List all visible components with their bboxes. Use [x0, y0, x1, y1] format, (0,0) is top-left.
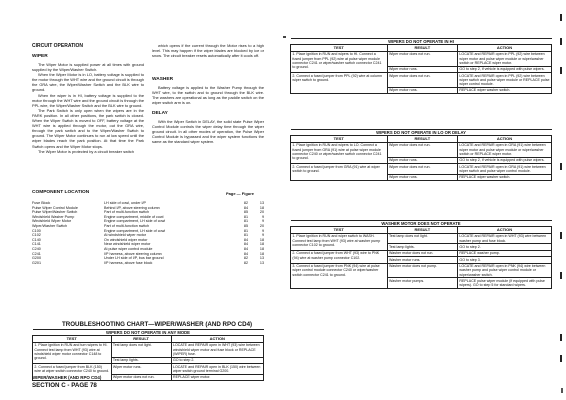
edge-mark — [560, 14, 562, 21]
component-list — [32, 201, 264, 265]
component-page: 85 — [243, 210, 248, 215]
column-header-test: TEST — [33, 336, 112, 342]
action-cell: LOCATE and REPAIR open in PPL (92) wire between wiper switch and pulse wiper module or REPLACE pulse wiper control module. — [459, 73, 550, 86]
component-figure: 9 — [261, 219, 264, 224]
component-name: C100 — [32, 228, 41, 233]
test-cell: 1. Place ignition in RUN and wiper switch to WASH. Connect test lamp from WHT (93) wire at washer pump connector C102 to ground. — [291, 233, 388, 250]
component-page: 84 — [243, 205, 248, 210]
component-figure: 18 — [259, 242, 264, 247]
action-cell: GO to step 2, if vehicle is equipped with pulse wipers. — [458, 66, 552, 72]
component-page: 84 — [243, 246, 248, 251]
edge-mark — [561, 388, 563, 393]
test-cell: 1. Place ignition in RUN and turn wipers to HI. Connect test lamp from WHT (93) wire at windshield wiper motor connector C148 to ground. — [33, 342, 112, 363]
component-location: On windshield wiper motor — [104, 237, 148, 242]
edge-mark — [560, 232, 562, 239]
column-header-test: TEST — [291, 45, 388, 51]
component-location: At windshield wiper motor — [104, 233, 147, 238]
component-figure: 9 — [261, 233, 264, 238]
component-figure: 13 — [259, 201, 264, 205]
component-row — [32, 261, 264, 266]
result-cell: Test lamp does not light. — [111, 342, 171, 357]
delay-heading: DELAY — [152, 111, 168, 116]
wiper-heading: WIPER — [32, 54, 48, 59]
action-cell: REPLACE wiper washer switch. — [458, 87, 552, 93]
result-cell: Washer motor does not pump. — [387, 263, 457, 278]
component-name: G200 — [32, 256, 42, 261]
wiper-para-1: The Wiper Motor is supplied power at all times with ground supplied by the Wiper/Washer Switch. — [32, 62, 144, 73]
column-header-action: ACTION — [458, 45, 552, 51]
footer-title: WIPER/WASHER (AND RPO CD4) — [32, 375, 102, 380]
component-location: Engine compartment, LH side of cowl — [104, 219, 166, 224]
component-location: I/P harness, above fuse block — [104, 260, 153, 265]
action-cell: GO to step 2. — [458, 244, 552, 250]
test-cell: 2. Connect a fused jumper from BLK (150) wire at wiper switch connector C240 to ground. — [33, 363, 112, 380]
column-header-action: ACTION — [458, 227, 552, 233]
test-cell: 1. Place ignition in RUN and wipers to HI. Connect a fused jumper from PPL (92) wire at pulse wiper module connector C241 or wiper/washer switch connector C241 to ground. — [291, 51, 388, 72]
edge-mark — [560, 38, 562, 45]
action-cell: LOCATE and REPAIR open in WHT (93) wire between washer pump and fuse block. — [458, 233, 552, 244]
test-cell: 2. Connect a fused jumper from PPL (92) wire at column wiper switch to ground. — [291, 72, 388, 93]
test-cell: 2. Connect a fused jumper from WHT (93) wire to PNK (94) wire at washer pump connector C102. — [291, 250, 388, 263]
test-cell: 1. Place ignition in RUN and wipers to LO. Connect a fused jumper from GRA (91) wire at pulse wiper module connector C240 or wiper/washer switch connector C241 to ground. — [291, 142, 388, 163]
component-figure: 20 — [259, 210, 264, 215]
component-name: Pulse Wiper Control Module — [32, 205, 78, 210]
component-location: Part of multi-function switch — [104, 223, 150, 228]
action-cell: REPLACE wiper motor. — [171, 374, 263, 380]
table-caption: WIPERS DO NOT OPERATE IN ANY MODE — [33, 330, 264, 336]
test-cell: 3. Connect a fused jumper from PNK (94) wire at pulse wiper control module connector C240 or wiper/washer switch connector C241 to ground. — [291, 263, 388, 288]
action-cell: GO to step 3. — [458, 257, 552, 263]
table-lo-delay — [290, 129, 552, 181]
action-cell: LOCATE and REPAIR open in BLK (150) wire between wiper switch ground terminal G200. — [171, 363, 263, 374]
result-cell: Wiper motor runs. — [387, 174, 457, 180]
column-header-result: RESULT — [111, 336, 171, 342]
component-name: C102 — [32, 233, 41, 238]
edge-mark — [560, 163, 562, 170]
column-header-test: TEST — [291, 227, 388, 233]
component-name: C140 — [32, 237, 41, 242]
edge-mark — [560, 67, 562, 74]
action-cell: GO to step 2. — [171, 357, 263, 363]
component-name: C141 — [32, 242, 41, 247]
result-cell: Washer motor runs. — [387, 257, 457, 263]
wiper-para-3: When the wiper is in HI, battery voltage is supplied to the motor through the WHT wire and the ground circuit is through the PPL wire, the Wiper/Washer Switch and the BLK wire to ground. — [32, 92, 144, 108]
component-name: G201 — [32, 260, 42, 265]
result-cell: Washer motor does not run. — [387, 250, 457, 256]
delay-paragraph: With the Wiper Switch in DELAY, the solid state Pulse Wiper Control Module controls the wiper delay time through the wiper ground circuit. In all other modes of operation, the Pulse Wiper Control Module is bypassed and the wiper system functions the same as the standard wiper system. — [152, 119, 264, 145]
component-page: 81 — [243, 219, 248, 224]
page-figure-heading: Page — Figure — [226, 191, 255, 196]
result-cell: Wiper motor does not run. — [387, 163, 457, 174]
component-figure: 13 — [259, 256, 264, 261]
table-caption: WIPERS DO NOT OPERATE IN HI — [291, 39, 552, 45]
footer-page: SECTION C - PAGE 78 — [32, 382, 97, 389]
washer-paragraph: Battery voltage is applied to the Washer Pump through the WHT wire, to the switch and to ground through the BLK wire. The washers are operational as long as the paddle switch on the wiper switch arm is on. — [152, 85, 264, 106]
action-cell: REPLACE pulse wiper module (if equipped with pulse wipers). GO to step 5 for standard wipers. — [458, 278, 552, 289]
table-row — [33, 342, 264, 357]
table-row — [33, 363, 264, 374]
table-row — [291, 72, 552, 87]
component-page: 81 — [243, 228, 248, 233]
table-row — [291, 263, 552, 278]
component-figure: 9 — [261, 228, 264, 233]
wiper-paragraphs — [32, 62, 144, 154]
result-cell: Wiper motor does not run. — [387, 142, 457, 157]
result-cell: Wiper motor runs. — [111, 363, 171, 374]
column-header-result: RESULT — [387, 136, 457, 142]
test-cell: 2. Connect a fused jumper from GRA (91) wire at wiper switch to ground. — [291, 163, 388, 180]
component-figure: 18 — [259, 246, 264, 251]
action-cell: LOCATE and REPAIR open in PNK (94) wire between washer pump and pulse wiper control module or wiper/washer switch. — [458, 263, 552, 278]
wiper-para-5: The Wiper Motor is protected by a circuit breaker switch — [38, 148, 135, 154]
component-page: 82 — [243, 256, 248, 261]
component-location: At pulse wiper control module — [104, 246, 153, 251]
breaker-paragraph: which opens if the current through the Motor rises to a high level. This may happen if the wiper blades are blocked by ice or snow. The circuit breaker resets automatically after it cools off. — [152, 43, 264, 59]
wiper-para-4: The Park Switch is only open when the wipers are in the PARK position. In all other positions, the park switch is closed. When the Wiper Switch is moved to OFF, battery voltage at the WHT wire is applied through the motor, out the GRA wire, through the park switch and to the Wiper/Washer Switch to ground. The Wiper Motor continues to run at low speed until the wiper blades reach the park position. At that time the Park Switch opens and the Wiper Motor stops. — [32, 107, 144, 149]
action-cell: LOCATE and REPAIR open in PPL (92) wire between wiper motor and pulse wiper module or wiper/washer switch or REPLACE wiper motor. — [458, 51, 552, 66]
component-page: 85 — [243, 223, 248, 228]
table-caption: WASHER MOTOR DOES NOT OPERATE — [291, 221, 552, 227]
component-name: C241 — [32, 251, 41, 256]
component-location-heading: COMPONENT LOCATION — [32, 190, 90, 195]
table-any-mode — [32, 329, 264, 381]
component-name: Wiper/Washer Switch — [32, 223, 68, 228]
wiper-para-2: When the Wiper Motor is in LO, battery voltage is supplied to the motor through the WHT wire and the ground circuit is through the GRA wire, the Wiper/Washer Switch and the BLK wire to ground. — [32, 72, 144, 93]
table-row — [291, 142, 552, 157]
table-in-hi — [290, 38, 552, 94]
component-name: Pulse Wiper/Washer Switch — [32, 210, 78, 215]
troubleshooting-title: TROUBLESHOOTING CHART—WIPER/WASHER (AND RPO CD4) — [62, 321, 253, 328]
edge-mark — [560, 334, 562, 341]
column-header-action: ACTION — [171, 336, 263, 342]
component-page: 84 — [243, 242, 248, 247]
edge-mark — [560, 355, 562, 362]
result-cell: Wiper motor runs. — [387, 87, 457, 93]
component-figure: 9 — [261, 214, 264, 219]
result-cell: Test lamp lights. — [111, 357, 171, 363]
action-cell: REPLACE washer pump. — [458, 250, 552, 256]
component-page: 81 — [243, 214, 248, 219]
component-figure: 18 — [259, 205, 264, 210]
component-location: Engine compartment, LH side of cowl — [104, 228, 166, 233]
component-name: Windshield Washer Pump — [32, 214, 75, 219]
registration-mark — [283, 36, 286, 38]
section-heading: CIRCUIT OPERATION — [32, 43, 84, 49]
component-page: 81 — [243, 233, 248, 238]
action-cell: LOCATE and REPAIR open in WHT (93) wire between windshield wiper motor and fuse block or REPLACE (WIPER) fuse. — [171, 342, 263, 357]
table-caption: WIPERS DO NOT OPERATE IN LO OR DELAY — [291, 130, 552, 136]
result-cell: Test lamp does not light. — [387, 233, 457, 244]
result-cell: Wiper motor does not run. — [387, 51, 457, 66]
component-figure: 13 — [259, 260, 264, 265]
component-location: Part of multi-function switch — [104, 210, 150, 215]
column-header-action: ACTION — [458, 136, 552, 142]
result-cell: Washer motor pumps. — [387, 278, 457, 289]
component-name: Fuse Block — [32, 201, 51, 205]
table-washer — [290, 220, 552, 289]
component-figure: 18 — [259, 237, 264, 242]
action-cell: LOCATE and REPAIR open in GRA (91) wire between wiper motor and pulse wiper module or wiper/washer switch or REPLACE wiper motor. — [458, 142, 552, 157]
action-cell: GO to step 2, if vehicle is equipped with pulse wipers. — [458, 157, 552, 163]
result-cell: Wiper motor runs. — [387, 157, 457, 163]
result-cell: Test lamp lights. — [387, 244, 457, 250]
result-cell: Wiper motor does not run. — [387, 72, 457, 87]
table-row — [291, 51, 552, 66]
table-row — [291, 233, 552, 244]
component-page: 84 — [243, 251, 248, 256]
component-page: 84 — [243, 237, 248, 242]
result-cell: Wiper motor does not run. — [111, 374, 171, 380]
action-cell: REPLACE wiper washer switch. — [458, 174, 552, 180]
column-header-result: RESULT — [387, 227, 457, 233]
column-header-test: TEST — [291, 136, 388, 142]
result-cell: Wiper motor runs. — [387, 66, 457, 72]
component-name: Windshield Wiper Motor — [32, 219, 72, 224]
component-location: I/P harness, above steering column — [104, 251, 162, 256]
table-row — [291, 163, 552, 174]
component-location: Under LH side of I/P, bus bar ground — [104, 256, 164, 261]
action-cell: LOCATE and REPAIR open in GRA (91) wire between wiper switch and pulse wiper control module. — [458, 163, 552, 174]
component-figure: 20 — [259, 223, 264, 228]
edge-mark — [560, 272, 562, 279]
component-location: Behind I/P, above steering column — [104, 205, 160, 210]
component-page: 82 — [243, 201, 248, 205]
column-header-result: RESULT — [387, 45, 457, 51]
component-page: 82 — [243, 260, 248, 265]
component-location: LH side of cowl, under I/P — [104, 201, 147, 205]
component-figure: 18 — [259, 251, 264, 256]
component-location: Engine compartment, middle of cowl — [104, 214, 164, 219]
component-name: C240 — [32, 246, 41, 251]
washer-heading: WASHER — [152, 77, 174, 82]
component-location: Near windshield wiper motor — [104, 242, 151, 247]
